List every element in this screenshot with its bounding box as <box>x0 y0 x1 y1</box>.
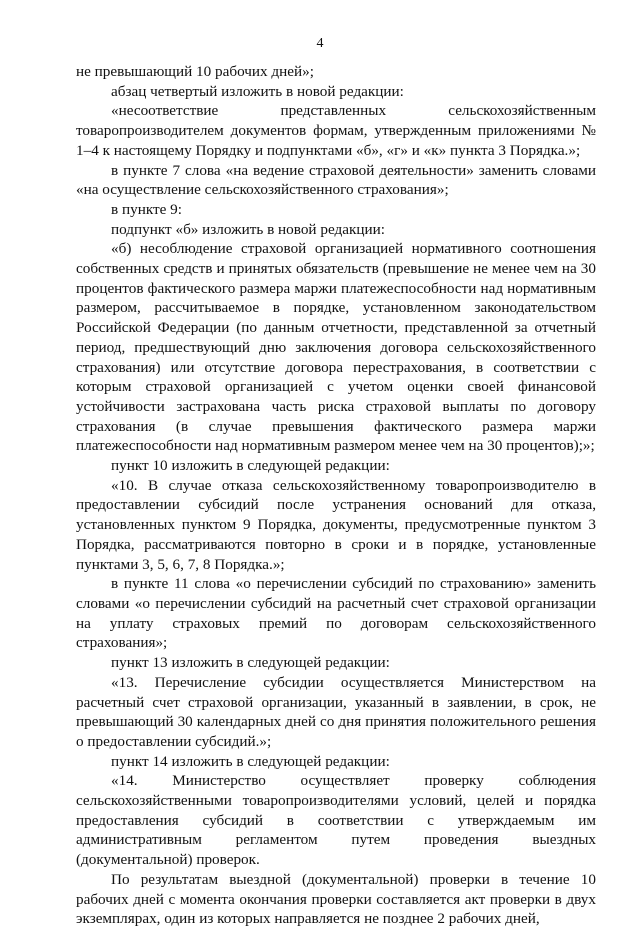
paragraph: не превышающий 10 рабочих дней»; <box>76 63 314 80</box>
paragraph: «несоответствие представленных сельскохозяйственным товаропроизводителем документов формам, утвержденным приложениями № 1–4 к настоящему Порядку и подпунктами «б», «г» и «к» пункта 3 Порядка.»; <box>76 102 596 159</box>
paragraph: «10. В случае отказа сельскохозяйственному товаропроизводителю в предоставлении субсидий после устранения оснований для отказа, установленных пунктом 9 Порядка, документы, предусмотренные пунктом 3 Порядка, рассматриваются повторно в сроки и в порядке, установленные пунктами 3, 5, 6, 7, 8 Порядка.»; <box>76 476 596 573</box>
paragraph: пункт 10 изложить в следующей редакции: <box>111 457 390 475</box>
paragraph: По результатам выездной (документальной) проверки в течение 10 рабочих дней с момента окончания проверки составляется акт проверки в двух экземплярах, один из которых направляется не позднее 2 рабочих дней, <box>76 870 596 928</box>
paragraph: подпункт «б» изложить в новой редакции: <box>111 220 385 238</box>
document-body <box>76 62 596 929</box>
paragraph: «13. Перечисление субсидии осуществляется Министерством на расчетный счет страховой организации, указанный в заявлении, в срок, не превышающий 30 календарных дней со дня принятия положительного решения о предоставлении субсидий.»; <box>76 673 596 750</box>
paragraph: «14. Министерство осуществляет проверку соблюдения сельскохозяйственными товаропроизводителями условий, целей и порядка предоставления субсидий в соответствии с утверждаемым им административным регламентом путем проведения выездных (документальной) проверок. <box>76 772 596 869</box>
paragraph: в пункте 9: <box>111 200 182 218</box>
paragraph: «б) несоблюдение страховой организацией нормативного соотношения собственных средств и принятых обязательств (превышение не менее чем на 30 процентов фактического размера маржи платежеспособности над нормативным размером, рассчитываемое в порядке, установленном законодательством Российской Федерации (по данным отчетности, представленной за отчетный период, предшествующий дню заключения договора сельскохозяйственного страхования) или отсутствие договора перестрахования, в соответствии с которым страховой организацией с учетом оценки своей финансовой устойчивости застрахована часть риска страховой выплаты по договору страхования (в случае превышения фактического размера маржи платежеспособности над нормативным размером менее чем на 30 процентов);»; <box>76 240 596 455</box>
paragraph: пункт 14 изложить в следующей редакции: <box>111 752 390 770</box>
page-number: 4 <box>316 36 324 51</box>
paragraph: абзац четвертый изложить в новой редакции: <box>111 82 404 100</box>
paragraph: пункт 13 изложить в следующей редакции: <box>111 654 390 672</box>
paragraph: в пункте 7 слова «на ведение страховой деятельности» заменить словами «на осуществление сельскохозяйственного страхования»; <box>76 161 596 199</box>
paragraph: в пункте 11 слова «о перечислении субсидий по страхованию» заменить словами «о перечислении субсидий на расчетный счет страховой организации на уплату страховых премий по договорам сельскохозяйственного страхования»; <box>76 575 596 652</box>
